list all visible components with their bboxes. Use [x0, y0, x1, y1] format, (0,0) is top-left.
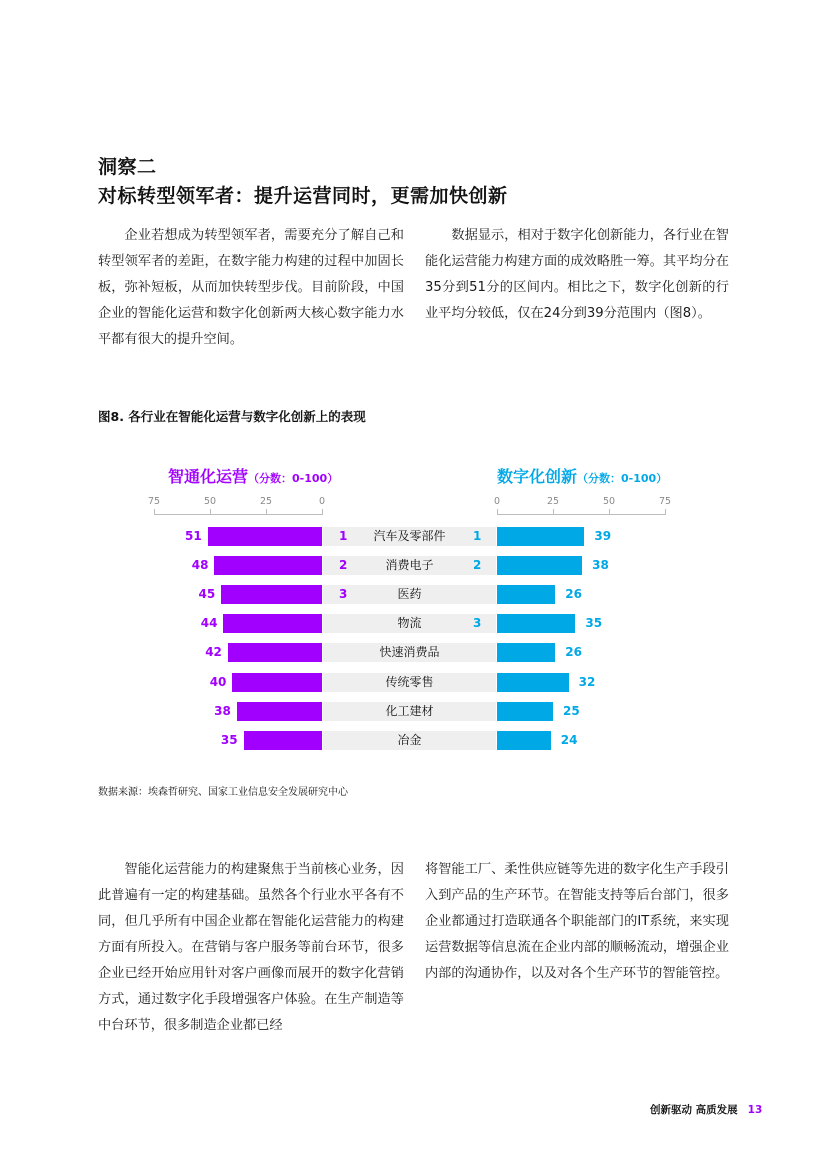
category-label: 化工建材	[323, 702, 496, 721]
left-axis-line	[154, 514, 322, 515]
category-label: 物流	[323, 614, 496, 633]
right-bar	[497, 614, 575, 633]
left-axis-tick-mark	[266, 509, 267, 515]
right-chart-subtitle: （分数：0-100）	[577, 472, 668, 485]
right-axis-tick-mark	[553, 509, 554, 515]
right-bar	[497, 527, 584, 546]
data-source-note: 数据来源：埃森哲研究、国家工业信息安全发展研究中心	[98, 787, 348, 798]
left-bar	[208, 527, 322, 546]
right-bar	[497, 556, 582, 575]
right-axis-tick-label: 0	[493, 496, 501, 507]
right-rank-label: 1	[473, 529, 482, 543]
left-axis-tick-mark	[154, 509, 155, 515]
left-bar-value: 35	[220, 732, 238, 747]
right-chart-title-text: 数字化创新	[497, 467, 578, 486]
category-label: 快速消费品	[323, 643, 496, 662]
right-bar-value: 38	[592, 558, 609, 573]
right-axis-tick-mark	[497, 509, 498, 515]
category-label: 消费电子	[323, 556, 496, 575]
left-rank-label: 3	[339, 587, 348, 602]
right-rank-label: 2	[473, 558, 482, 573]
intro-paragraph-left: 企业若想成为转型领军者，需要充分了解自己和转型领军者的差距，在数字能力构建的过程中加固长板，弥补短板，从而加快转型步伐。目前阶段，中国企业的智能化运营和数字化创新两大核心数字能力水平都有很大的提升空间。	[98, 228, 404, 347]
footer-text: 创新驱动 高质发展	[650, 1104, 738, 1116]
left-axis-tick-mark	[322, 509, 323, 515]
right-bar-value: 25	[563, 703, 580, 718]
right-bar-value: 24	[560, 732, 578, 747]
right-axis-tick-label: 25	[546, 496, 560, 507]
left-bar	[228, 643, 322, 662]
right-bar	[497, 643, 555, 662]
left-bar	[221, 585, 322, 604]
category-label: 汽车及零部件	[323, 527, 496, 546]
left-bar-value: 48	[191, 558, 209, 573]
right-axis-line	[497, 514, 665, 515]
left-bar	[244, 731, 322, 750]
page-footer	[650, 1102, 762, 1117]
right-rank-label: 3	[473, 616, 482, 631]
right-bar	[497, 585, 555, 604]
right-bar-value: 32	[578, 674, 596, 689]
left-chart-title	[168, 464, 338, 487]
right-axis-tick-mark	[609, 509, 610, 515]
left-axis-tick-label: 0	[318, 496, 326, 507]
left-bar-value: 42	[205, 645, 222, 660]
right-bar	[497, 702, 553, 721]
intro-paragraph-right: 数据显示，相对于数字化创新能力，各行业在智能化运营能力构建方面的成效略胜一筹。其平均分在35分到51分的区间内。相比之下，数字化创新的行业平均分较低，仅在24分到39分范围内（图8）。	[425, 228, 729, 321]
category-label: 医药	[323, 585, 496, 604]
left-chart-subtitle: （分数：0-100）	[248, 472, 339, 485]
right-bar	[497, 673, 569, 692]
figure-title: 图8. 各行业在智能化运营与数字化创新上的表现	[98, 409, 366, 424]
category-label: 传统零售	[323, 673, 496, 692]
right-bar-value: 35	[585, 616, 603, 631]
left-bar	[232, 673, 322, 692]
left-chart-title-text: 智通化运营	[168, 467, 249, 486]
left-axis-tick-label: 50	[203, 496, 217, 507]
right-axis-tick-label: 50	[602, 496, 616, 507]
left-axis-tick-label: 75	[147, 496, 161, 507]
right-bar-value: 39	[594, 529, 612, 543]
page-number: 13	[747, 1104, 763, 1116]
right-bar-value: 26	[565, 587, 582, 602]
left-rank-label: 1	[339, 529, 348, 543]
left-bar-value: 38	[214, 703, 231, 718]
left-bar-value: 51	[185, 529, 202, 543]
insight-title: 对标转型领军者：提升运营同时，更需加快创新	[98, 185, 508, 207]
left-bar	[223, 614, 322, 633]
left-bar-value: 44	[200, 616, 218, 631]
body-paragraph-right: 将智能工厂、柔性供应链等先进的数字化生产手段引入到产品的生产环节。在智能支持等后台部门，很多企业都通过打造联通各个职能部门的IT系统，来实现运营数据等信息流在企业内部的顺畅流动，增强企业内部的沟通协作，以及对各个生产环节的智能管控。	[425, 862, 729, 981]
right-chart-title	[497, 464, 667, 487]
left-rank-label: 2	[339, 558, 348, 573]
left-axis-tick-mark	[210, 509, 211, 515]
right-bar-value: 26	[565, 645, 582, 660]
insight-heading: 洞察二	[98, 156, 157, 178]
left-bar	[214, 556, 322, 575]
right-bar	[497, 731, 551, 750]
right-axis-tick-mark	[665, 509, 666, 515]
body-paragraph-left: 智能化运营能力的构建聚焦于当前核心业务，因此普遍有一定的构建基础。虽然各个行业水平各有不同，但几乎所有中国企业都在智能化运营能力的构建方面有所投入。在营销与客户服务等前台环节，很多企业已经开始应用针对客户画像而展开的数字化营销方式，通过数字化手段增强客户体验。在生产制造等中台环节，很多制造企业都已经	[98, 862, 404, 1033]
left-axis-tick-label: 25	[259, 496, 273, 507]
right-axis-tick-label: 75	[658, 496, 672, 507]
left-bar-value: 40	[209, 674, 227, 689]
left-bar	[237, 702, 322, 721]
category-label: 冶金	[323, 731, 496, 750]
left-bar-value: 45	[198, 587, 216, 602]
